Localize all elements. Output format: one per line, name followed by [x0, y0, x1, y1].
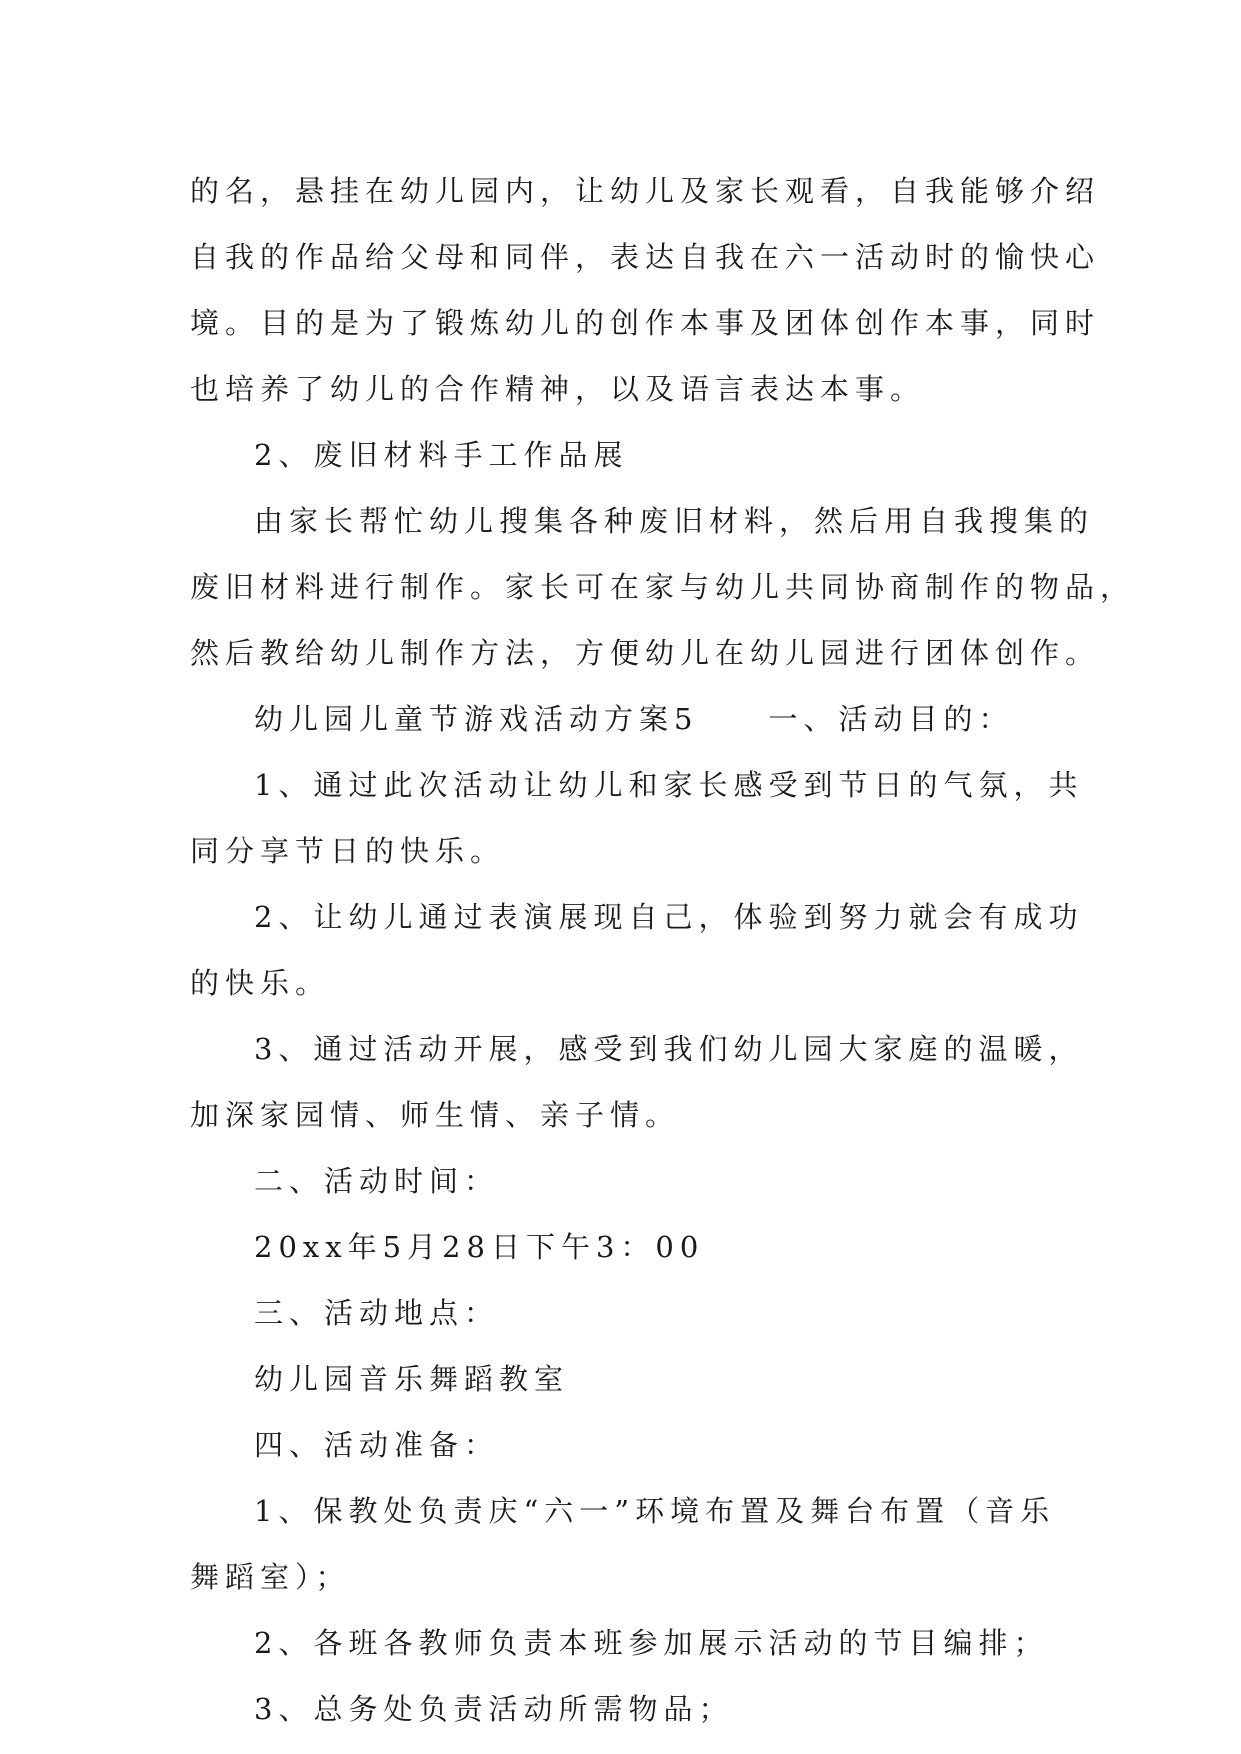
text-line: 自我的作品给父母和同伴，表达自我在六一活动时的愉快心 [190, 240, 1101, 274]
section-heading: 二、活动时间： [254, 1164, 500, 1198]
document-body [190, 158, 1136, 1742]
text-line: 也培养了幼儿的合作精神，以及语言表达本事。 [190, 372, 926, 406]
section-heading: 三、活动地点： [254, 1296, 500, 1330]
list-item: 1、通过此次活动让幼儿和家长感受到节日的气氛，共 [254, 768, 1084, 802]
list-item: 3、总务处负责活动所需物品； [254, 1692, 734, 1726]
list-item: 1、保教处负责庆“六一”环境布置及舞台布置（音乐 [254, 1494, 1056, 1528]
text-line: 幼儿园音乐舞蹈教室 [254, 1362, 570, 1396]
list-item: 2、各班各教师负责本班参加展示活动的节目编排； [254, 1626, 1049, 1660]
text-line: 舞蹈室）； [190, 1560, 351, 1594]
text-line: 的快乐。 [190, 966, 331, 1000]
text-line: 同分享节日的快乐。 [190, 834, 506, 868]
text-line: 的名，悬挂在幼儿园内，让幼儿及家长观看，自我能够介绍 [190, 174, 1101, 208]
text-line: 加深家园情、师生情、亲子情。 [190, 1098, 681, 1132]
text-line: 废旧材料进行制作。家长可在家与幼儿共同协商制作的物品， [190, 570, 1136, 604]
list-item: 3、通过活动开展，感受到我们幼儿园大家庭的温暖， [254, 1032, 1084, 1066]
text-line: 由家长帮忙幼儿搜集各种废旧材料，然后用自我搜集的 [254, 504, 1095, 538]
section-heading: 2、废旧材料手工作品展 [254, 438, 629, 472]
text-line: 然后教给幼儿制作方法，方便幼儿在幼儿园进行团体创作。 [190, 636, 1101, 670]
list-item: 2、让幼儿通过表演展现自己，体验到努力就会有成功 [254, 900, 1084, 934]
text-line: 境。目的是为了锻炼幼儿的创作本事及团体创作本事，同时 [190, 306, 1101, 340]
section-heading: 四、活动准备： [254, 1428, 500, 1462]
text-line: 20xx年5月28日下午3：00 [254, 1230, 705, 1264]
section-heading: 幼儿园儿童节游戏活动方案5 一、活动目的： [254, 702, 1014, 736]
